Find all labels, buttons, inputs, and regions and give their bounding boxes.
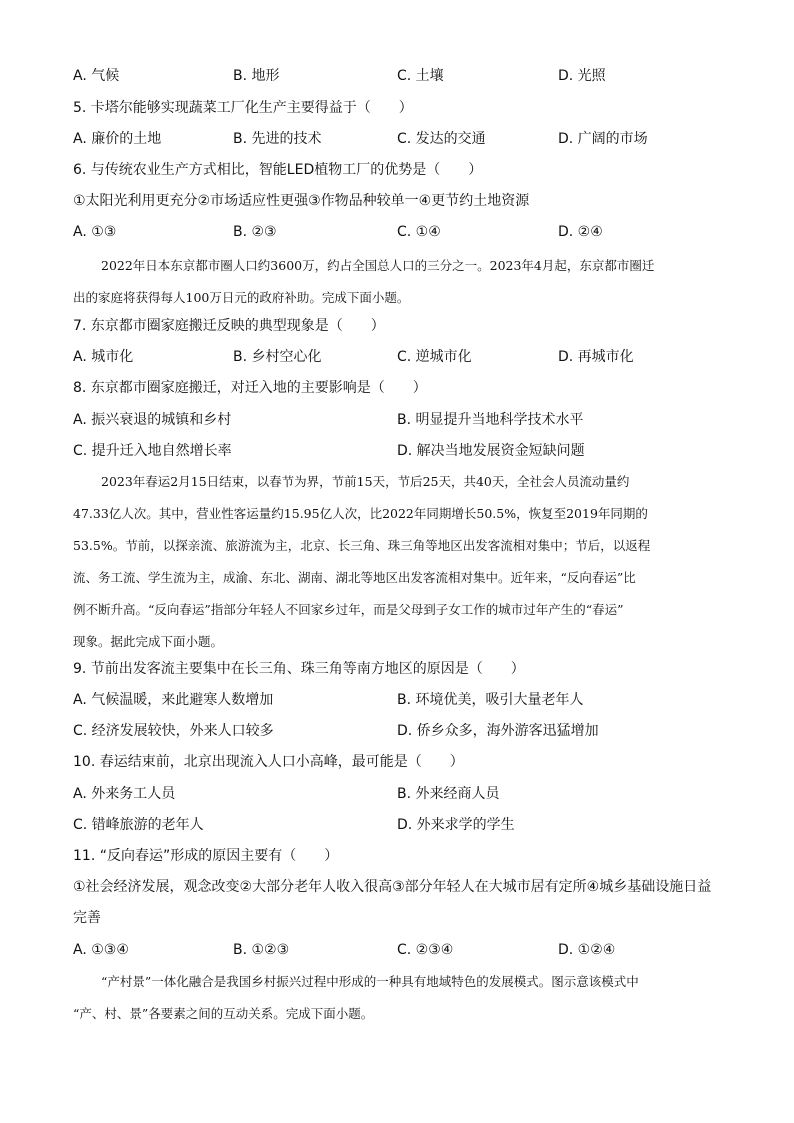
material-tokyo — [73, 250, 721, 314]
q8-option-d: D. 解决当地发展资金短缺问题 — [397, 443, 585, 459]
q9-option-a: A. 气候温暖，来此避寒人数增加 — [73, 692, 274, 708]
material-tokyo-line-1: 2022年日本东京都市圈人口约3600万，约占全国总人口的三分之一。2023年4月起，东京都市圈迁 — [101, 258, 655, 273]
q9-option-b: B. 环境优美，吸引大量老年人 — [397, 692, 584, 708]
q7-stem: 7. 东京都市圈家庭搬迁反映的典型现象是（ ） — [73, 318, 385, 334]
q10-stem: 10. 春运结束前，北京出现流入人口小高峰，最可能是（ ） — [73, 754, 464, 770]
q4-option-a: A. 气候 — [73, 68, 120, 84]
material-spring-festival — [73, 466, 721, 658]
q7-option-a: A. 城市化 — [73, 349, 134, 365]
q6-stem: 6. 与传统农业生产方式相比，智能LED植物工厂的优势是（ ） — [73, 162, 483, 178]
q8-option-a: A. 振兴衰退的城镇和乡村 — [73, 412, 232, 428]
q11-option-c: C. ②③④ — [397, 942, 454, 958]
q11-option-d: D. ①②④ — [558, 942, 616, 958]
q7-option-d: D. 再城市化 — [558, 349, 634, 365]
q5-option-c: C. 发达的交通 — [397, 131, 486, 147]
q8-option-b: B. 明显提升当地科学技术水平 — [397, 412, 584, 428]
q8-option-c: C. 提升迁入地自然增长率 — [73, 443, 232, 459]
q5-stem: 5. 卡塔尔能够实现蔬菜工厂化生产主要得益于（ ） — [73, 100, 413, 116]
q5-option-d: D. 广阔的市场 — [558, 131, 648, 147]
q4-option-c: C. 土壤 — [397, 68, 444, 84]
q6-option-a: A. ①③ — [73, 224, 117, 240]
q5-option-a: A. 廉价的土地 — [73, 131, 162, 147]
material-spring-line-3: 53.5%。节前，以探亲流、旅游流为主，北京、长三角、珠三角等地区出发客流相对集中；节后，以返程 — [73, 538, 651, 553]
q6-choices: ①太阳光利用更充分②市场适应性更强③作物品种较单一④更节约土地资源 — [73, 193, 530, 209]
q9-stem: 9. 节前出发客流主要集中在长三角、珠三角等南方地区的原因是（ ） — [73, 661, 525, 677]
material-industry-village-scenery — [73, 966, 721, 1030]
material-spring-line-1: 2023年春运2月15日结束，以春节为界，节前15天，节后25天，共40天，全社会人员流动量约 — [101, 474, 630, 489]
material-cjj-line-1: “产村景”一体化融合是我国乡村振兴过程中形成的一种具有地域特色的发展模式。图示意该模式中 — [101, 974, 639, 989]
q10-option-a: A. 外来务工人员 — [73, 786, 176, 802]
q9-option-c: C. 经济发展较快，外来人口较多 — [73, 723, 274, 739]
q5-option-b: B. 先进的技术 — [233, 131, 322, 147]
q4-option-d: D. 光照 — [558, 68, 606, 84]
q10-option-b: B. 外来经商人员 — [397, 786, 500, 802]
material-spring-line-4: 流、务工流、学生流为主，成渝、东北、湖南、湖北等地区出发客流相对集中。近年来，“反向春运”比 — [73, 570, 636, 585]
q7-option-c: C. 逆城市化 — [397, 349, 472, 365]
q11-option-b: B. ①②③ — [233, 942, 290, 958]
q6-option-b: B. ②③ — [233, 224, 277, 240]
q7-option-b: B. 乡村空心化 — [233, 349, 322, 365]
q11-stem: 11. “反向春运”形成的原因主要有（ ） — [73, 848, 339, 864]
q11-choices-line-2: 完善 — [73, 910, 101, 926]
material-spring-line-6: 现象。据此完成下面小题。 — [73, 634, 224, 649]
q6-option-d: D. ②④ — [558, 224, 603, 240]
q6-option-c: C. ①④ — [397, 224, 441, 240]
q9-option-d: D. 侨乡众多，海外游客迅猛增加 — [397, 723, 599, 739]
q10-option-c: C. 错峰旅游的老年人 — [73, 817, 204, 833]
material-tokyo-line-2: 出的家庭将获得每人100万日元的政府补助。完成下面小题。 — [73, 290, 410, 305]
material-spring-line-2: 47.33亿人次。其中，营业性客运量约15.95亿人次，比2022年同期增长50.5%，恢复至2019年同期的 — [73, 506, 648, 521]
q10-option-d: D. 外来求学的学生 — [397, 817, 515, 833]
q11-choices-line-1: ①社会经济发展，观念改变②大部分老年人收入很高③部分年轻人在大城市居有定所④城乡基础设施日益 — [73, 879, 712, 895]
material-cjj-line-2: “产、村、景”各要素之间的互动关系。完成下面小题。 — [73, 1006, 374, 1021]
q11-option-a: A. ①③④ — [73, 942, 129, 958]
material-spring-line-5: 例不断升高。“反向春运”指部分年轻人不回家乡过年，而是父母到子女工作的城市过年产生的“春运” — [73, 602, 624, 617]
q4-option-b: B. 地形 — [233, 68, 280, 84]
q8-stem: 8. 东京都市圈家庭搬迁，对迁入地的主要影响是（ ） — [73, 380, 427, 396]
